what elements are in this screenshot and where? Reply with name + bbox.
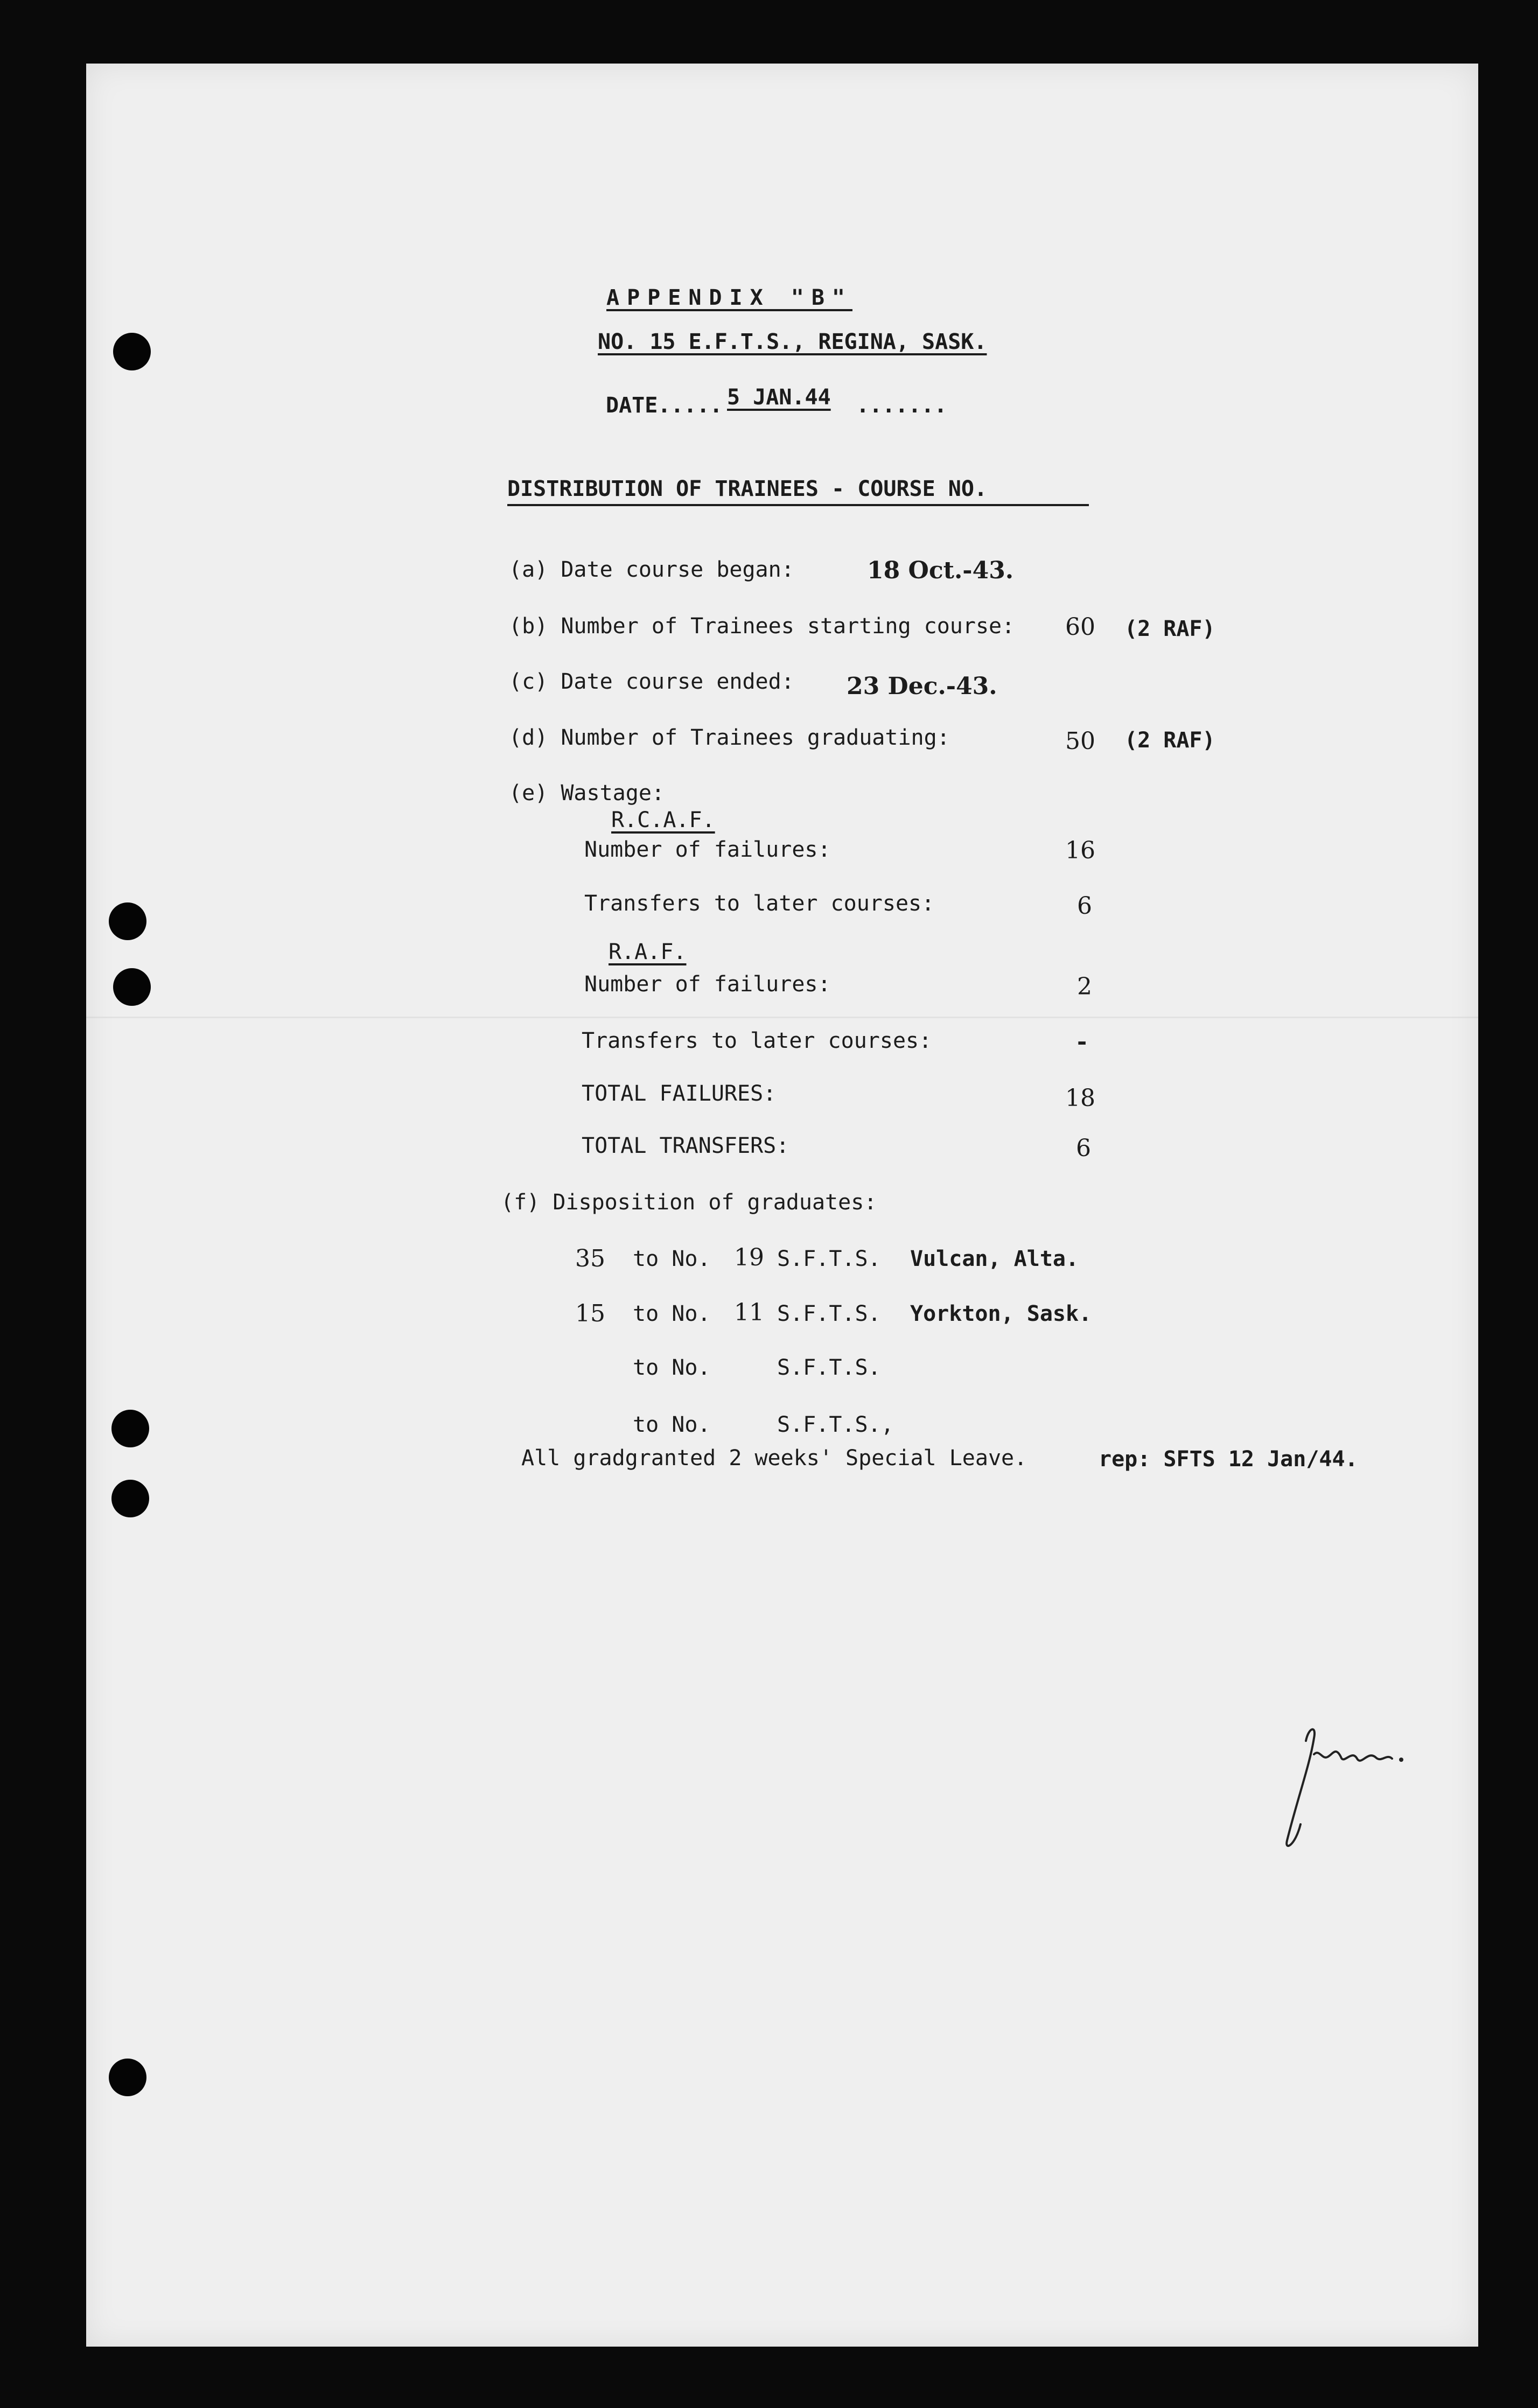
item-d-note: (2 RAF) (1124, 728, 1215, 753)
unit-heading: NO. 15 E.F.T.S., REGINA, SASK. (598, 330, 987, 354)
raf-failures-label: Number of failures: (584, 972, 831, 997)
row-to: to No. (633, 1355, 711, 1380)
rcaf-transfers-label: Transfers to later courses: (584, 891, 935, 916)
punch-hole (113, 968, 151, 1006)
document-page (86, 64, 1478, 2347)
rcaf-failures-value: 16 (1065, 837, 1095, 864)
item-c-label: (c) Date course ended: (509, 669, 794, 694)
title-underline (507, 504, 1089, 506)
handwritten-signature (1276, 1717, 1438, 1857)
row-count: 35 (575, 1245, 605, 1272)
item-d-label: (d) Number of Trainees graduating: (509, 725, 950, 750)
punch-hole (111, 1410, 149, 1447)
page-fold-line (86, 1017, 1478, 1018)
row-no: 19 (734, 1244, 764, 1271)
row-to: to No. (633, 1247, 711, 1271)
row-no: 11 (734, 1299, 764, 1326)
row-count: 15 (575, 1300, 605, 1327)
item-d-value: 50 (1065, 727, 1095, 755)
row-place: Vulcan, Alta. (910, 1247, 1079, 1271)
row-to: to No. (633, 1301, 711, 1326)
appendix-heading: APPENDIX "B" (606, 285, 852, 310)
total-failures-value: 18 (1065, 1084, 1095, 1112)
total-transfers-label: TOTAL TRANSFERS: (582, 1133, 789, 1158)
rep-note: rep: SFTS 12 Jan/44. (1099, 1447, 1358, 1472)
disposition-label: (f) Disposition of graduates: (501, 1190, 877, 1215)
punch-hole (111, 1480, 149, 1517)
rcaf-heading: R.C.A.F. (611, 808, 715, 832)
rcaf-failures-label: Number of failures: (584, 837, 831, 862)
row-place: Yorkton, Sask. (910, 1301, 1092, 1326)
row-school: S.F.T.S. (777, 1247, 881, 1271)
raf-transfers-value: - (1077, 1028, 1087, 1055)
item-b-label: (b) Number of Trainees starting course: (509, 614, 1015, 639)
item-b-note: (2 RAF) (1124, 617, 1215, 641)
row-school: S.F.T.S. (777, 1355, 881, 1380)
raf-transfers-label: Transfers to later courses: (582, 1028, 932, 1053)
item-e-label: (e) Wastage: (509, 781, 665, 806)
punch-hole (113, 333, 151, 370)
row-school: S.F.T.S., (777, 1412, 894, 1437)
item-c-value: 23 Dec.-43. (847, 673, 997, 700)
item-b-value: 60 (1065, 613, 1095, 641)
date-trail: ....... (856, 393, 947, 418)
date-label: DATE..... (606, 393, 723, 418)
rcaf-transfers-value: 6 (1077, 892, 1092, 920)
date-value: 5 JAN.44 (727, 385, 831, 410)
item-a-value: 18 Oct.-43. (867, 557, 1014, 584)
item-a-label: (a) Date course began: (509, 557, 794, 582)
total-transfers-value: 6 (1076, 1135, 1091, 1162)
punch-hole (109, 902, 146, 940)
document-title: DISTRIBUTION OF TRAINEES - COURSE NO. (507, 477, 988, 501)
leave-note: All gradgranted 2 weeks' Special Leave. (521, 1446, 1027, 1471)
punch-hole (109, 2059, 146, 2096)
row-to: to No. (633, 1412, 711, 1437)
total-failures-label: TOTAL FAILURES: (582, 1081, 777, 1106)
raf-failures-value: 2 (1077, 973, 1092, 1000)
raf-heading: R.A.F. (609, 940, 687, 964)
row-school: S.F.T.S. (777, 1301, 881, 1326)
